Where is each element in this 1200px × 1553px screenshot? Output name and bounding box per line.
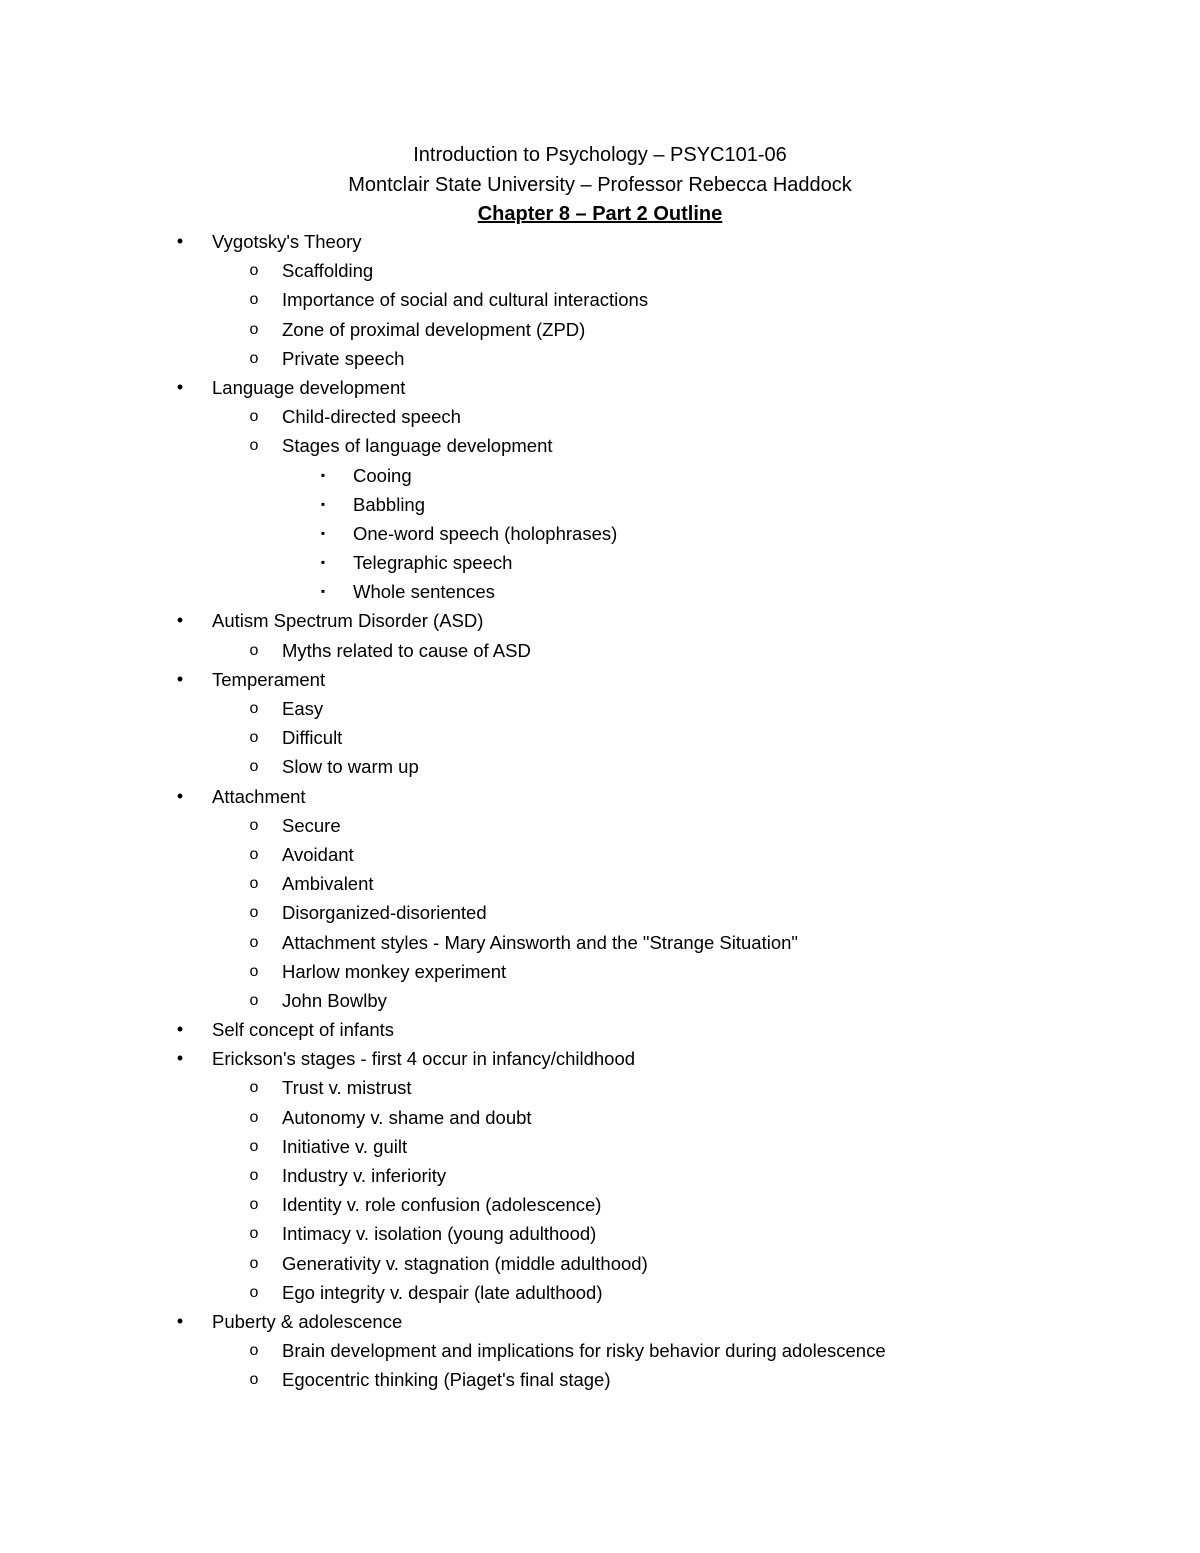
outline-subtopic (0, 315, 1200, 344)
outline-subtopic (0, 1073, 1200, 1102)
circle-bullet-icon: o (249, 1108, 259, 1126)
outline-item-text: Erickson's stages - first 4 occur in infancy/childhood (212, 1048, 636, 1070)
outline-item-text: Generativity v. stagnation (middle adulthood) (282, 1252, 648, 1274)
circle-bullet-icon: o (249, 320, 259, 338)
circle-bullet-icon: o (249, 816, 259, 834)
outline-item-text: Temperament (212, 668, 326, 690)
circle-bullet-icon: o (249, 641, 259, 659)
circle-bullet-icon: o (249, 700, 259, 717)
outline-item-text: One-word speech (holophrases) (353, 522, 618, 544)
outline-subtopic (0, 811, 1200, 840)
circle-bullet-icon: o (249, 408, 259, 426)
outline-item-text: Slow to warm up (282, 756, 419, 778)
university-professor-line: Montclair State University – Professor Rebecca Haddock (348, 173, 852, 196)
outline-item-text: Egocentric thinking (Piaget's final stage) (282, 1369, 611, 1391)
outline-item-text: Difficult (282, 727, 343, 749)
outline-subtopic (0, 1190, 1200, 1219)
outline-subsubtopic (0, 548, 1200, 577)
square-bullet-icon: ▪ (320, 496, 326, 511)
outline-item-text: Puberty & adolescence (212, 1310, 403, 1332)
outline-subtopic (0, 986, 1200, 1015)
outline-topic (0, 227, 1200, 256)
outline-topic (0, 606, 1200, 635)
outline-item-text: Babbling (353, 493, 426, 515)
bullet-icon: • (176, 785, 184, 806)
bullet-icon: • (176, 376, 184, 397)
outline-subtopic (0, 1365, 1200, 1394)
circle-bullet-icon: o (249, 845, 259, 863)
outline-item-text: Avoidant (282, 843, 354, 865)
outline-subtopic (0, 344, 1200, 373)
outline-item-text: Attachment styles - Mary Ainsworth and the "Strange Situation" (282, 931, 798, 953)
outline-item-text: Autism Spectrum Disorder (ASD) (212, 610, 484, 632)
outline-subtopic (0, 1336, 1200, 1365)
outline-item-text: Trust v. mistrust (282, 1077, 412, 1099)
outline-item-text: Attachment (212, 785, 306, 807)
square-bullet-icon: ▪ (320, 525, 326, 540)
outline-item-text: Whole sentences (353, 581, 495, 603)
outline-item-text: Secure (282, 814, 341, 836)
outline-item-text: Harlow monkey experiment (282, 960, 507, 982)
circle-bullet-icon: o (249, 1371, 259, 1389)
outline-item-text: Language development (212, 376, 406, 398)
outline-subtopic (0, 869, 1200, 898)
outline-subsubtopic (0, 577, 1200, 606)
circle-bullet-icon: o (249, 291, 259, 309)
outline-subtopic (0, 1161, 1200, 1190)
outline-topic (0, 665, 1200, 694)
outline-item-text: Zone of proximal development (ZPD) (282, 318, 586, 340)
chapter-heading: Chapter 8 – Part 2 Outline (477, 203, 723, 225)
outline-item-text: Ego integrity v. despair (late adulthood) (282, 1281, 603, 1303)
outline-topic (0, 1307, 1200, 1336)
outline-subtopic (0, 1132, 1200, 1161)
outline-item-text: John Bowlby (282, 989, 387, 1011)
outline-item-text: Child-directed speech (282, 406, 461, 428)
outline-item-text: Telegraphic speech (353, 552, 513, 574)
outline-topic (0, 1044, 1200, 1073)
outline-subsubtopic (0, 519, 1200, 548)
outline-item-text: Brain development and implications for risky behavior during adolescence (282, 1340, 886, 1362)
circle-bullet-icon: o (249, 1196, 259, 1214)
circle-bullet-icon: o (249, 1225, 259, 1243)
outline-subtopic (0, 928, 1200, 957)
outline-subtopic (0, 285, 1200, 314)
outline-subtopic (0, 1249, 1200, 1278)
outline-subtopic (0, 256, 1200, 285)
circle-bullet-icon: o (249, 1342, 259, 1360)
outline-item-text: Industry v. inferiority (282, 1165, 447, 1186)
outline-topic (0, 1015, 1200, 1044)
circle-bullet-icon: o (249, 904, 259, 922)
outline-subtopic (0, 402, 1200, 431)
outline-item-text: Cooing (353, 464, 412, 486)
outline-topic (0, 373, 1200, 402)
outline-item-text: Ambivalent (282, 873, 374, 895)
outline-item-text: Private speech (282, 347, 405, 369)
outline-item-text: Vygotsky's Theory (212, 231, 362, 252)
circle-bullet-icon: o (249, 437, 259, 455)
outline-subtopic (0, 1278, 1200, 1307)
outline-subtopic (0, 752, 1200, 781)
bullet-icon: • (176, 1310, 184, 1331)
outline-item-text: Stages of language development (282, 435, 553, 457)
bullet-icon: • (176, 1048, 184, 1069)
outline-item-text: Self concept of infants (212, 1019, 395, 1041)
square-bullet-icon: ▪ (320, 467, 326, 482)
circle-bullet-icon: o (249, 1079, 259, 1097)
circle-bullet-icon: o (249, 991, 259, 1009)
course-title: Introduction to Psychology – PSYC101-06 (413, 144, 787, 166)
circle-bullet-icon: o (249, 729, 259, 747)
outline-item-text: Initiative v. guilt (282, 1135, 408, 1157)
outline-item-text: Scaffolding (282, 260, 374, 282)
circle-bullet-icon: o (249, 1137, 259, 1155)
circle-bullet-icon: o (249, 349, 259, 367)
outline-topic (0, 782, 1200, 811)
outline-list (0, 227, 1200, 1395)
outline-subsubtopic (0, 490, 1200, 519)
circle-bullet-icon: o (249, 962, 259, 980)
outline-subtopic (0, 957, 1200, 986)
outline-subsubtopic (0, 461, 1200, 490)
outline-subtopic (0, 723, 1200, 752)
circle-bullet-icon: o (249, 933, 259, 951)
outline-item-text: Myths related to cause of ASD (282, 639, 531, 661)
outline-subtopic (0, 840, 1200, 869)
circle-bullet-icon: o (249, 1283, 259, 1301)
outline-subtopic (0, 636, 1200, 665)
square-bullet-icon: ▪ (320, 584, 326, 599)
square-bullet-icon: ▪ (320, 555, 326, 570)
outline-item-text: Autonomy v. shame and doubt (282, 1106, 532, 1128)
outline-subtopic (0, 1219, 1200, 1248)
outline-item-text: Intimacy v. isolation (young adulthood) (282, 1223, 597, 1245)
outline-subtopic (0, 898, 1200, 927)
bullet-icon: • (176, 231, 184, 251)
circle-bullet-icon: o (249, 1167, 259, 1184)
circle-bullet-icon: o (249, 1254, 259, 1272)
outline-item-text: Importance of social and cultural interactions (282, 289, 649, 311)
circle-bullet-icon: o (249, 262, 259, 280)
bullet-icon: • (176, 610, 184, 631)
outline-subtopic (0, 431, 1200, 460)
outline-item-text: Easy (282, 698, 324, 719)
document-header (0, 141, 1200, 230)
circle-bullet-icon: o (249, 875, 259, 893)
outline-subtopic (0, 694, 1200, 723)
outline-item-text: Disorganized-disoriented (282, 902, 487, 924)
circle-bullet-icon: o (249, 758, 259, 776)
outline-item-text: Identity v. role confusion (adolescence) (282, 1194, 602, 1216)
bullet-icon: • (176, 668, 184, 689)
bullet-icon: • (176, 1019, 184, 1040)
outline-subtopic (0, 1103, 1200, 1132)
